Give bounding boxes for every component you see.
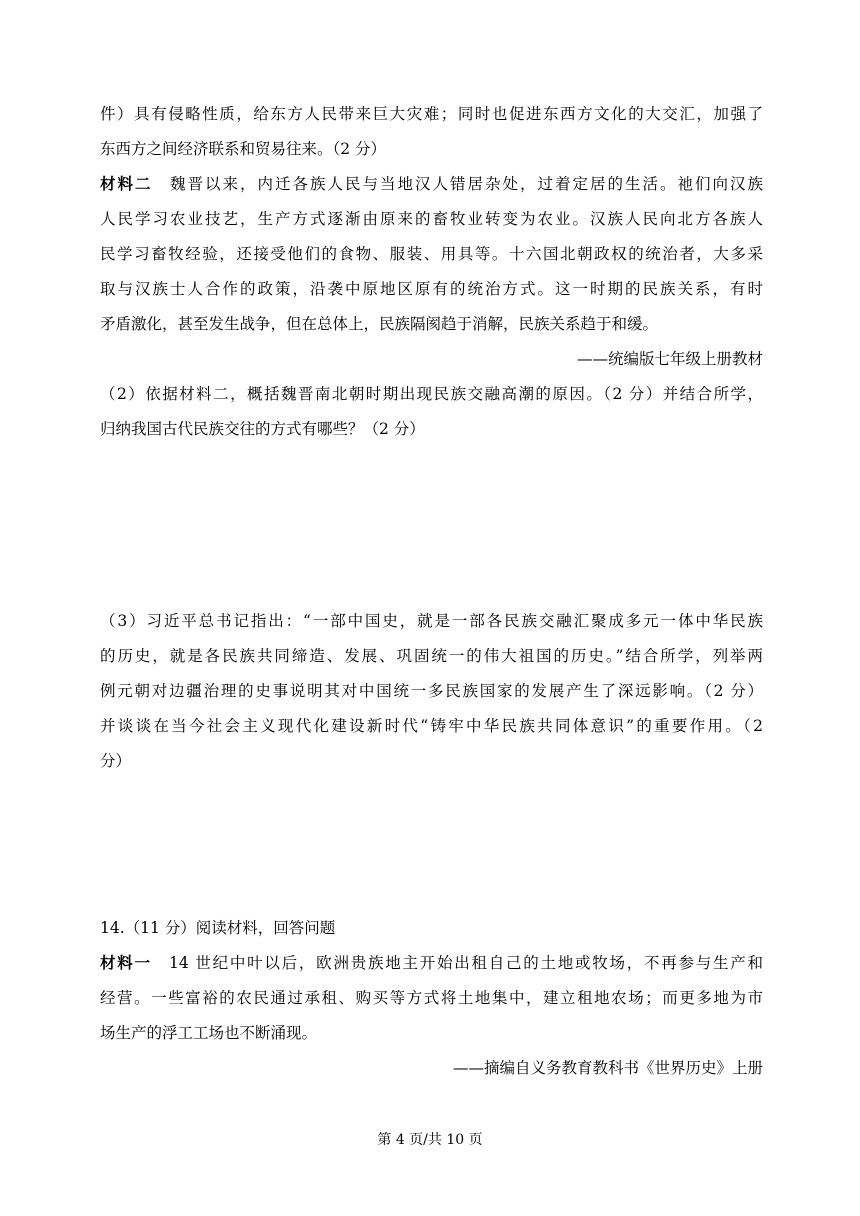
text-line: 东西方之间经济联系和贸易往来。（2 分） bbox=[100, 140, 387, 158]
text-line: 例元朝对边疆治理的史事说明其对中国统一多民族国家的发展产生了深远影响。（2 分） bbox=[100, 682, 763, 700]
text-line: 的历史，就是各民族共同缔造、发展、巩固统一的伟大祖国的历史。”结合所学，列举两 bbox=[100, 647, 763, 665]
question-3: （3）习近平总书记指出：“一部中国史，就是一部各民族交融汇聚成多元一体中华民族 bbox=[100, 612, 763, 630]
text-line: 人民学习农业技艺，生产方式逐渐由原来的畜牧业转变为农业。汉族人民向北方各族人 bbox=[100, 210, 763, 228]
material-two-line bbox=[100, 174, 763, 194]
source-citation: ——统编版七年级上册教材 bbox=[576, 350, 763, 368]
question-2: （2）依据材料二，概括魏晋南北朝时期出现民族交融高潮的原因。（2 分）并结合所学， bbox=[100, 385, 763, 403]
text-line: 件）具有侵略性质，给东方人民带来巨大灾难；同时也促进东西方文化的大交汇，加强了 bbox=[100, 105, 763, 123]
material-one-text: 14 世纪中叶以后，欧洲贵族地主开始出租自己的土地或牧场，不再参与生产和 bbox=[151, 954, 763, 972]
text-line: 经营。一些富裕的农民通过承租、购买等方式将土地集中，建立租地农场；而更多地为市 bbox=[100, 989, 763, 1007]
text-line: 矛盾激化，甚至发生战争，但在总体上，民族隔阂趋于消解，民族关系趋于和缓。 bbox=[100, 315, 659, 333]
text-line: 并谈谈在当今社会主义现代化建设新时代“铸牢中华民族共同体意识”的重要作用。（2 bbox=[100, 717, 763, 735]
material-two-label: 材料二 bbox=[100, 175, 153, 193]
text-line: 归纳我国古代民族交往的方式有哪些？（2 分） bbox=[100, 420, 425, 438]
source-citation: ——摘编自义务教育教科书《世界历史》上册 bbox=[452, 1059, 763, 1077]
text-line: 民学习畜牧经验，还接受他们的食物、服装、用具等。十六国北朝政权的统治者，大多采 bbox=[100, 245, 763, 263]
text-line: 分） bbox=[100, 752, 132, 770]
material-two-text: 魏晋以来，内迁各族人民与当地汉人错居杂处，过着定居的生活。祂们向汉族 bbox=[152, 175, 763, 193]
material-one-label: 材料一 bbox=[100, 954, 152, 972]
text-line: 取与汉族士人合作的政策，沿袭中原地区原有的统治方式。这一时期的民族关系，有时 bbox=[100, 280, 763, 298]
material-one-line bbox=[100, 953, 763, 973]
text-line: 场生产的浮工工场也不断涌现。 bbox=[100, 1024, 318, 1042]
page-number: 第 4 页/共 10 页 bbox=[377, 1132, 483, 1148]
question-14-heading: 14.（11 分）阅读材料，回答问题 bbox=[100, 919, 336, 937]
